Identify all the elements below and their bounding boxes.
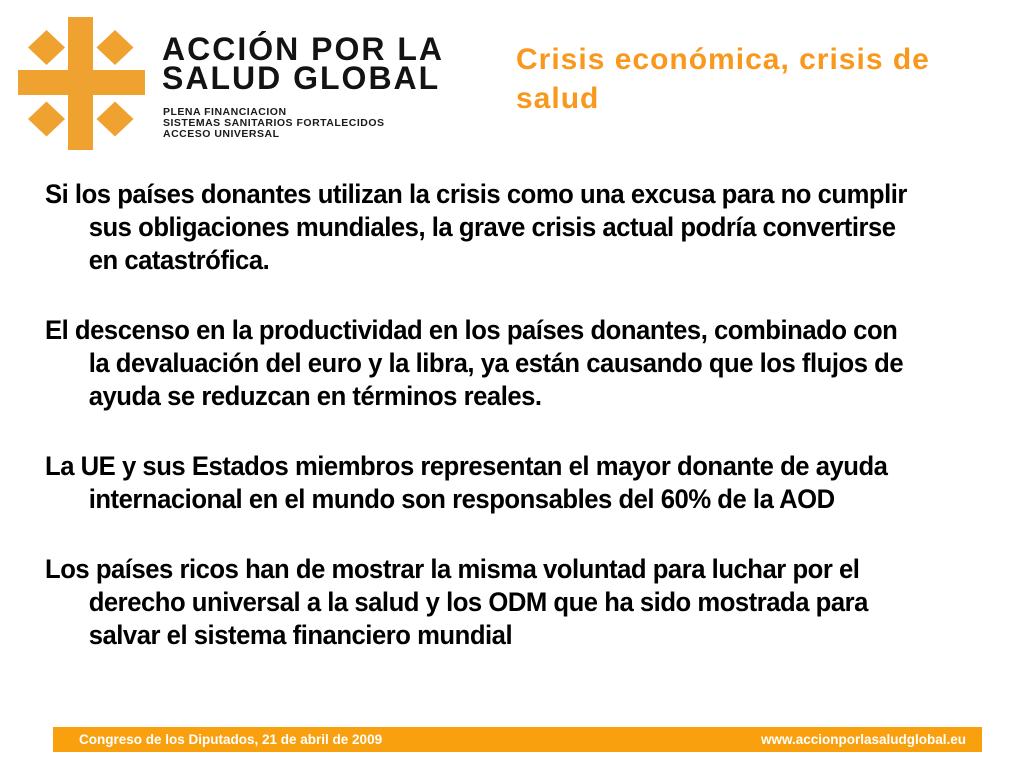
footer-event-date: Congreso de los Diputados, 21 de abril de 2009 xyxy=(79,732,383,747)
footer-bar xyxy=(53,727,982,752)
body-paragraph xyxy=(45,178,938,277)
body-line: Si los países donantes utilizan la crisis como una excusa para no cumplir xyxy=(45,179,907,209)
logo-tagline-line1: PLENA FINANCIACION xyxy=(163,106,287,118)
footer-website-link[interactable]: www.accionporlasaludglobal.eu xyxy=(760,732,966,747)
slide-body xyxy=(45,178,938,689)
accion-salud-global-logo-icon xyxy=(18,17,145,150)
body-line: derecho universal a la salud y los ODM que ha sido mostrada para xyxy=(88,587,868,617)
body-line: ayuda se reduzcan en términos reales. xyxy=(88,381,542,411)
body-line: La UE y sus Estados miembros representan el mayor donante de ayuda xyxy=(45,451,888,481)
logo-tagline xyxy=(163,107,385,139)
logo-tagline-line3: ACCESO UNIVERSAL xyxy=(163,127,280,140)
body-line: la devaluación del euro y la libra, ya están causando que los flujos de xyxy=(88,348,904,378)
logo-wordmark-line1: ACCIÓN POR LA xyxy=(162,31,444,67)
body-line: en catastrófica. xyxy=(88,245,270,275)
body-line: internacional en el mundo son responsables del 60% de la AOD xyxy=(88,484,835,514)
logo-diamond-bottom-right xyxy=(97,102,134,137)
body-line: salvar el sistema financiero mundial xyxy=(88,620,513,650)
slide-title-line2: salud xyxy=(516,82,600,115)
logo-wordmark xyxy=(162,31,444,96)
logo-diamond-top-right xyxy=(97,30,134,65)
body-paragraph xyxy=(45,314,938,413)
body-paragraph xyxy=(45,450,938,516)
body-paragraph xyxy=(45,553,938,652)
body-line: El descenso en la productividad en los países donantes, combinado con xyxy=(45,315,898,345)
logo-diamond-bottom-left xyxy=(28,102,65,137)
slide-title xyxy=(516,40,930,118)
logo-tagline-line2: SISTEMAS SANITARIOS FORTALECIDOS xyxy=(163,116,385,129)
logo-cross-horizontal-bar xyxy=(18,70,145,95)
logo-wordmark-line2: SALUD GLOBAL xyxy=(162,60,441,96)
logo-diamond-top-left xyxy=(28,30,65,65)
slide-title-line1: Crisis económica, crisis de xyxy=(516,43,930,76)
body-line: Los países ricos han de mostrar la misma voluntad para luchar por el xyxy=(45,554,860,584)
body-line: sus obligaciones mundiales, la grave crisis actual podría convertirse xyxy=(88,212,896,242)
